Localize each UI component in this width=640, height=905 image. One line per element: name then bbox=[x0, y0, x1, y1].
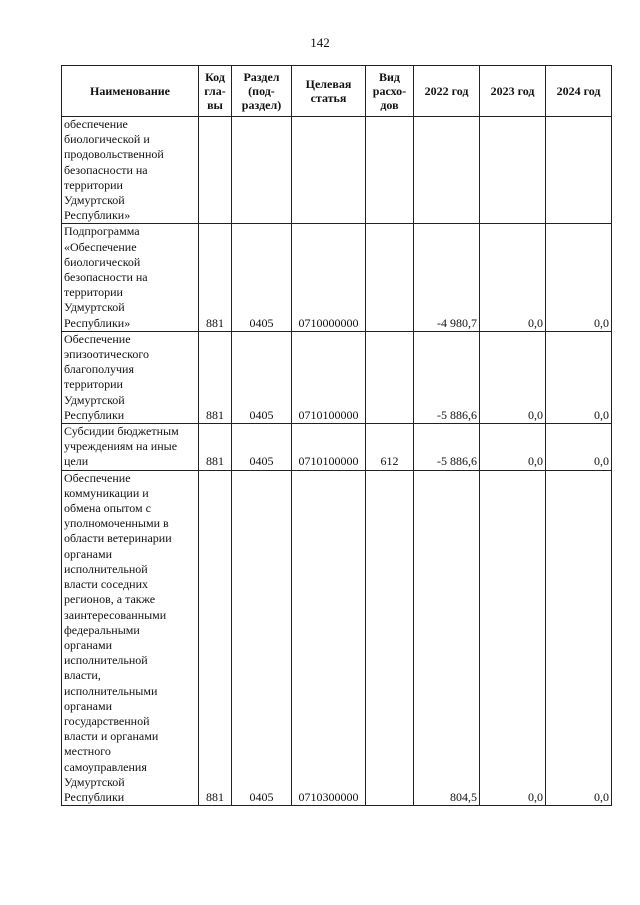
row-kind bbox=[366, 224, 414, 331]
row-2022: -4 980,7 bbox=[414, 224, 480, 331]
row-2023: 0,0 bbox=[480, 224, 546, 331]
row-name: Обеспечение коммуникации и обмена опытом с уполномоченными в области ветеринарии органами исполнительной власти соседних регионов, а также заинтересованными федеральными органами исполнительной власти, исполнительными органами государственной власти и органами местного самоуправления Удмуртской Республики bbox=[62, 470, 199, 805]
table-row bbox=[62, 117, 612, 224]
col-header-kind: Вид расхо- дов bbox=[366, 66, 414, 117]
row-name: Субсидии бюджетным учреждениям на иные цели bbox=[62, 424, 199, 471]
row-2024: 0,0 bbox=[546, 224, 612, 331]
row-2022: -5 886,6 bbox=[414, 331, 480, 423]
row-target: 0710100000 bbox=[292, 424, 366, 471]
row-code: 881 bbox=[199, 224, 232, 331]
row-name: Подпрограмма «Обеспечение биологической безопасности на территории Удмуртской Республики» bbox=[62, 224, 199, 331]
budget-table bbox=[61, 65, 612, 806]
table-header-row bbox=[62, 66, 612, 117]
row-2023 bbox=[480, 117, 546, 224]
row-section bbox=[232, 117, 292, 224]
row-code: 881 bbox=[199, 470, 232, 805]
row-kind: 612 bbox=[366, 424, 414, 471]
row-2023: 0,0 bbox=[480, 470, 546, 805]
row-2024: 0,0 bbox=[546, 331, 612, 423]
row-name: обеспечение биологической и продовольственной безопасности на территории Удмуртской Республики» bbox=[62, 117, 199, 224]
col-header-target: Целевая статья bbox=[292, 66, 366, 117]
row-2022 bbox=[414, 117, 480, 224]
row-2022: -5 886,6 bbox=[414, 424, 480, 471]
col-header-2024: 2024 год bbox=[546, 66, 612, 117]
row-kind bbox=[366, 331, 414, 423]
col-header-name: Наименование bbox=[62, 66, 199, 117]
row-target: 0710100000 bbox=[292, 331, 366, 423]
page-number: 142 bbox=[310, 35, 330, 50]
row-2022: 804,5 bbox=[414, 470, 480, 805]
col-header-2022: 2022 год bbox=[414, 66, 480, 117]
row-kind bbox=[366, 117, 414, 224]
table-row bbox=[62, 224, 612, 331]
table-row bbox=[62, 470, 612, 805]
row-code: 881 bbox=[199, 424, 232, 471]
row-2023: 0,0 bbox=[480, 331, 546, 423]
row-section: 0405 bbox=[232, 331, 292, 423]
row-code: 881 bbox=[199, 331, 232, 423]
table-row bbox=[62, 424, 612, 471]
row-target bbox=[292, 117, 366, 224]
col-header-section: Раздел (под- раздел) bbox=[232, 66, 292, 117]
row-kind bbox=[366, 470, 414, 805]
row-target: 0710000000 bbox=[292, 224, 366, 331]
table-row bbox=[62, 331, 612, 423]
row-section: 0405 bbox=[232, 424, 292, 471]
row-section: 0405 bbox=[232, 470, 292, 805]
row-code bbox=[199, 117, 232, 224]
row-target: 0710300000 bbox=[292, 470, 366, 805]
row-2023: 0,0 bbox=[480, 424, 546, 471]
row-section: 0405 bbox=[232, 224, 292, 331]
row-2024 bbox=[546, 117, 612, 224]
row-name: Обеспечение эпизоотического благополучия территории Удмуртской Республики bbox=[62, 331, 199, 423]
row-2024: 0,0 bbox=[546, 424, 612, 471]
row-2024: 0,0 bbox=[546, 470, 612, 805]
col-header-code: Код гла- вы bbox=[199, 66, 232, 117]
col-header-2023: 2023 год bbox=[480, 66, 546, 117]
